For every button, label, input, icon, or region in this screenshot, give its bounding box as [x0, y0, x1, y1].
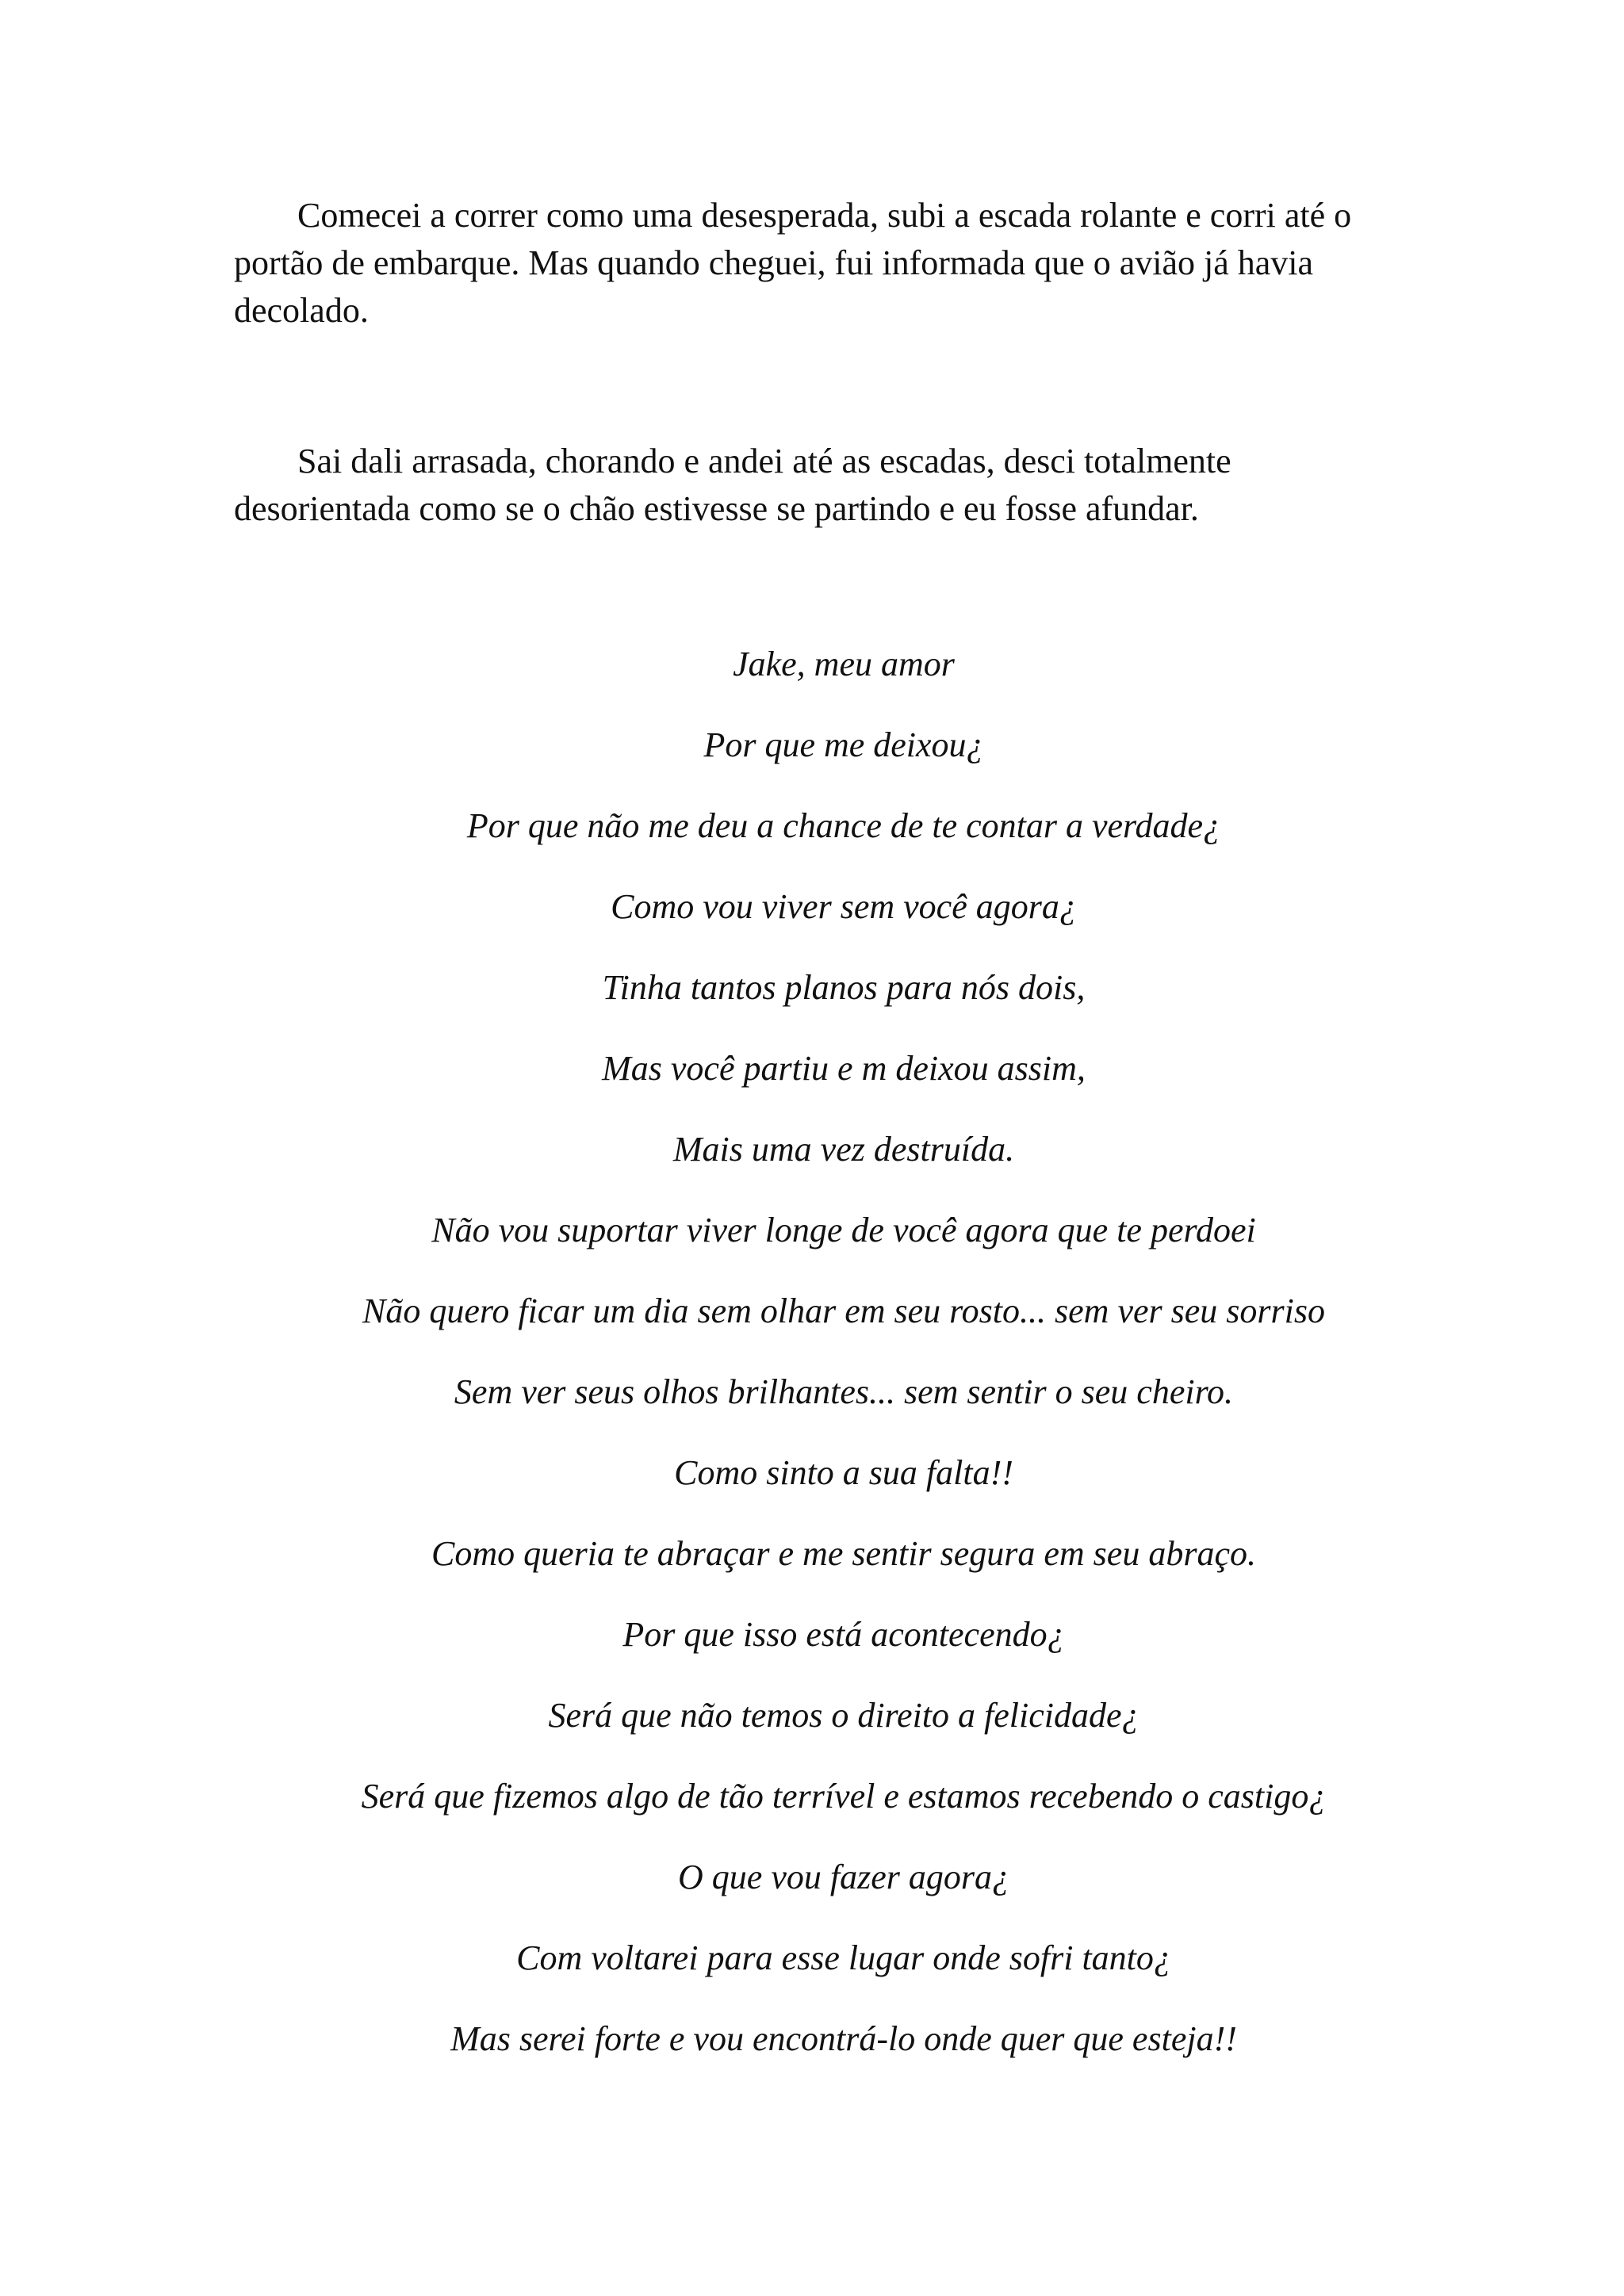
poem-line: Por que isso está acontecendo¿ — [622, 1615, 1065, 1654]
poem-line: Como queria te abraçar e me sentir segura em seu abraço. — [431, 1534, 1256, 1573]
poem-line: O que vou fazer agora¿ — [678, 1858, 1009, 1896]
paragraph-2: Sai dali arrasada, chorando e andei até as escadas, desci totalmente desorientada como se o chão estivesse se partindo e eu fosse afundar. — [234, 442, 1231, 528]
poem-line: Tinha tantos planos para nós dois, — [602, 968, 1086, 1007]
poem-line: Com voltarei para esse lugar onde sofri tanto¿ — [516, 1938, 1171, 1977]
poem-line: Jake, meu amor — [733, 645, 955, 683]
poem-line: Será que não temos o direito a felicidade¿ — [548, 1696, 1139, 1735]
poem-line: Mais uma vez destruída. — [672, 1130, 1015, 1169]
poem-line: Por que não me deu a chance de te contar a verdade¿ — [466, 806, 1221, 845]
poem-line: Não quero ficar um dia sem olhar em seu rosto... sem ver seu sorriso — [362, 1292, 1326, 1330]
poem-line: Como vou viver sem você agora¿ — [611, 887, 1077, 926]
poem-line: Mas você partiu e m deixou assim, — [602, 1049, 1086, 1088]
poem-line: Será que fizemos algo de tão terrível e estamos recebendo o castigo¿ — [361, 1777, 1327, 1816]
poem-line: Como sinto a sua falta!! — [674, 1453, 1013, 1492]
poem-line: Por que me deixou¿ — [703, 725, 984, 764]
paragraph-1: Comecei a correr como uma desesperada, subi a escada rolante e corri até o portão de embarque. Mas quando cheguei, fui informada que o avião já havia decolado. — [234, 196, 1352, 330]
poem-line: Não vou suportar viver longe de você agora que te perdoei — [431, 1211, 1256, 1249]
poem-line: Sem ver seus olhos brilhantes... sem sentir o seu cheiro. — [454, 1372, 1234, 1411]
poem-line: Mas serei forte e vou encontrá-lo onde quer que esteja!! — [450, 2019, 1237, 2058]
poem — [0, 641, 1624, 2096]
